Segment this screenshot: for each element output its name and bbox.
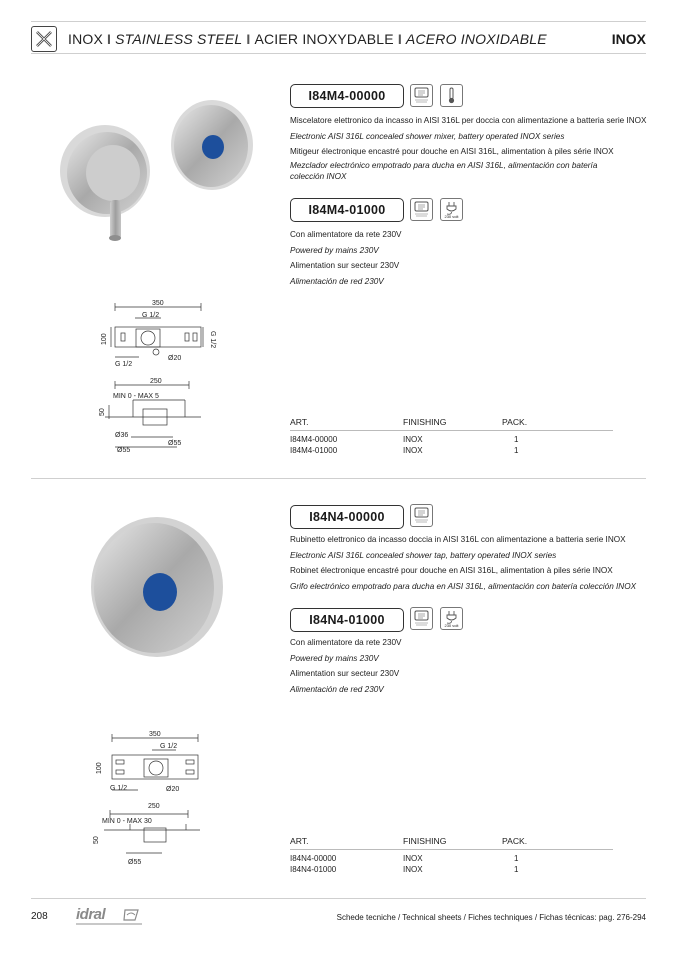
dim-g-left: G 1/2 (110, 785, 128, 792)
description-block (290, 532, 636, 594)
product-image-tap (90, 515, 225, 660)
dim-d20: Ø20 (168, 355, 182, 362)
table-header-pack: PACK. (502, 417, 528, 427)
dim-range: MIN 0 - MAX 5 (113, 393, 159, 400)
table-header-pack: PACK. (502, 836, 528, 846)
product-code-main: I84M4-00000 (290, 84, 404, 108)
dim-height-side: 50 (99, 408, 106, 416)
header-top-rule (31, 21, 646, 22)
dim-height: 100 (101, 333, 108, 345)
dim-d55: Ø55 (128, 859, 142, 866)
dim-width-side: 250 (150, 378, 162, 385)
title-sep: I (107, 31, 112, 47)
dim-width: 350 (152, 300, 164, 307)
header-bottom-rule (31, 53, 646, 54)
description-block (290, 113, 647, 182)
reference-text: Schede tecniche / Technical sheets / Fiches techniques / Fichas técnicas: pag. 276-294 (336, 913, 646, 922)
section-label: INOX (611, 31, 646, 47)
dim-g-left: G 1/2 (115, 361, 133, 368)
sensor-window (202, 135, 224, 159)
table-cell: INOX (403, 435, 423, 444)
battery-symbol (410, 504, 433, 527)
dim-g-top: G 1/2 (160, 743, 178, 750)
thermostatic-symbol (440, 84, 463, 107)
title-it: INOX (68, 31, 104, 47)
sensor-window (143, 573, 177, 611)
alt-it: Con alimentatore da rete 230V (290, 638, 402, 647)
table-header-art: ART. (290, 836, 309, 846)
alt-fr: Alimentation sur secteur 230V (290, 669, 400, 679)
page-number: 208 (31, 911, 48, 922)
alt-it: Con alimentatore da rete 230V (290, 230, 402, 239)
desc-es: Grifo electrónico empotrado para ducha en AISI 316L, alimentación con batería colección INOX (290, 581, 637, 591)
alt-es: Alimentación de red 230V (290, 276, 384, 286)
table-rule (290, 849, 613, 850)
product-code-alt: I84M4-01000 (290, 198, 404, 222)
table-row: I84M4-01000 (290, 446, 338, 455)
desc-en: Electronic AISI 316L concealed shower mixer, battery operated INOX series (290, 131, 565, 141)
mains-symbol (440, 198, 463, 221)
footer-rule (31, 898, 646, 899)
product-image-mixer (55, 95, 255, 245)
brand-logo (76, 906, 146, 926)
brand-mark-icon (123, 909, 139, 921)
technical-drawing (90, 728, 220, 873)
title-es: ACERO INOXIDABLE (405, 31, 547, 47)
table-header-art: ART. (290, 417, 309, 427)
dim-height-side: 50 (93, 836, 100, 844)
dim-height: 100 (96, 762, 103, 774)
table-header-finishing: FINISHING (403, 417, 447, 427)
title-fr: ACIER INOXYDABLE (254, 31, 394, 47)
dim-range: MIN 0 - MAX 30 (102, 818, 152, 825)
battery-symbol (410, 198, 433, 221)
dim-g-top: G 1/2 (142, 312, 160, 319)
table-header-finishing: FINISHING (403, 836, 447, 846)
dim-d36: Ø36 (115, 432, 129, 439)
table-cell: 1 (514, 435, 519, 444)
dim-d55b: Ø55 (168, 440, 182, 447)
dim-g-side: G 1/2 (209, 331, 216, 349)
table-cell: 1 (514, 446, 519, 455)
dim-d55a: Ø55 (117, 447, 131, 454)
desc-es: Mezclador electrónico empotrado para ducha en AISI 316L, alimentación con batería (290, 160, 598, 170)
page-title (68, 31, 547, 47)
table-cell: 1 (514, 854, 519, 863)
table-row: I84M4-00000 (290, 435, 338, 444)
desc-it: Rubinetto elettronico da incasso doccia in AISI 316L con alimentazione a batteria serie INOX (290, 535, 626, 544)
brand-wordmark: idral (76, 906, 106, 923)
battery-icon (411, 505, 432, 526)
desc-it: Miscelatore elettronico da incasso in AISI 316L per doccia con alimentazione a batteria serie INOX (290, 116, 647, 125)
battery-symbol (410, 84, 433, 107)
category-logo (31, 26, 57, 52)
dim-width: 350 (149, 731, 161, 738)
battery-icon (411, 199, 432, 220)
section-divider (31, 478, 646, 479)
mains-description (290, 227, 402, 289)
battery-symbol (410, 607, 433, 630)
mains-symbol (440, 607, 463, 630)
title-sep: I (397, 31, 402, 47)
technical-drawing (95, 297, 230, 457)
table-row: I84N4-01000 (290, 865, 337, 874)
table-cell: INOX (403, 865, 423, 874)
x-icon (32, 27, 56, 51)
product-code-main: I84N4-00000 (290, 505, 404, 529)
battery-icon (411, 608, 432, 629)
title-en: STAINLESS STEEL (115, 31, 243, 47)
dim-width-side: 250 (148, 803, 160, 810)
desc-en: Electronic AISI 316L concealed shower tap, battery operated INOX series (290, 550, 557, 560)
desc-fr: Robinet électronique encastré pour douche en AISI 316L, alimentation à piles série INOX (290, 566, 613, 576)
desc-es-cont: colección INOX (290, 171, 347, 181)
table-row: I84N4-00000 (290, 854, 337, 863)
mains-description (290, 635, 402, 697)
table-cell: INOX (403, 854, 423, 863)
table-cell: 1 (514, 865, 519, 874)
desc-fr: Mitigeur électronique encastré pour douche en AISI 316L, alimentation à piles série INOX (290, 147, 614, 157)
alt-es: Alimentación de red 230V (290, 684, 384, 694)
dim-d20: Ø20 (166, 786, 180, 793)
mains-badge: 230 volt (444, 214, 459, 219)
table-cell: INOX (403, 446, 423, 455)
product-code-alt: I84N4-01000 (290, 608, 404, 632)
thermometer-icon (441, 85, 462, 106)
table-rule (290, 430, 613, 431)
alt-fr: Alimentation sur secteur 230V (290, 261, 400, 271)
mains-badge: 230 volt (444, 623, 459, 628)
title-sep: I (246, 31, 251, 47)
battery-icon (411, 85, 432, 106)
alt-en: Powered by mains 230V (290, 245, 379, 255)
alt-en: Powered by mains 230V (290, 653, 379, 663)
